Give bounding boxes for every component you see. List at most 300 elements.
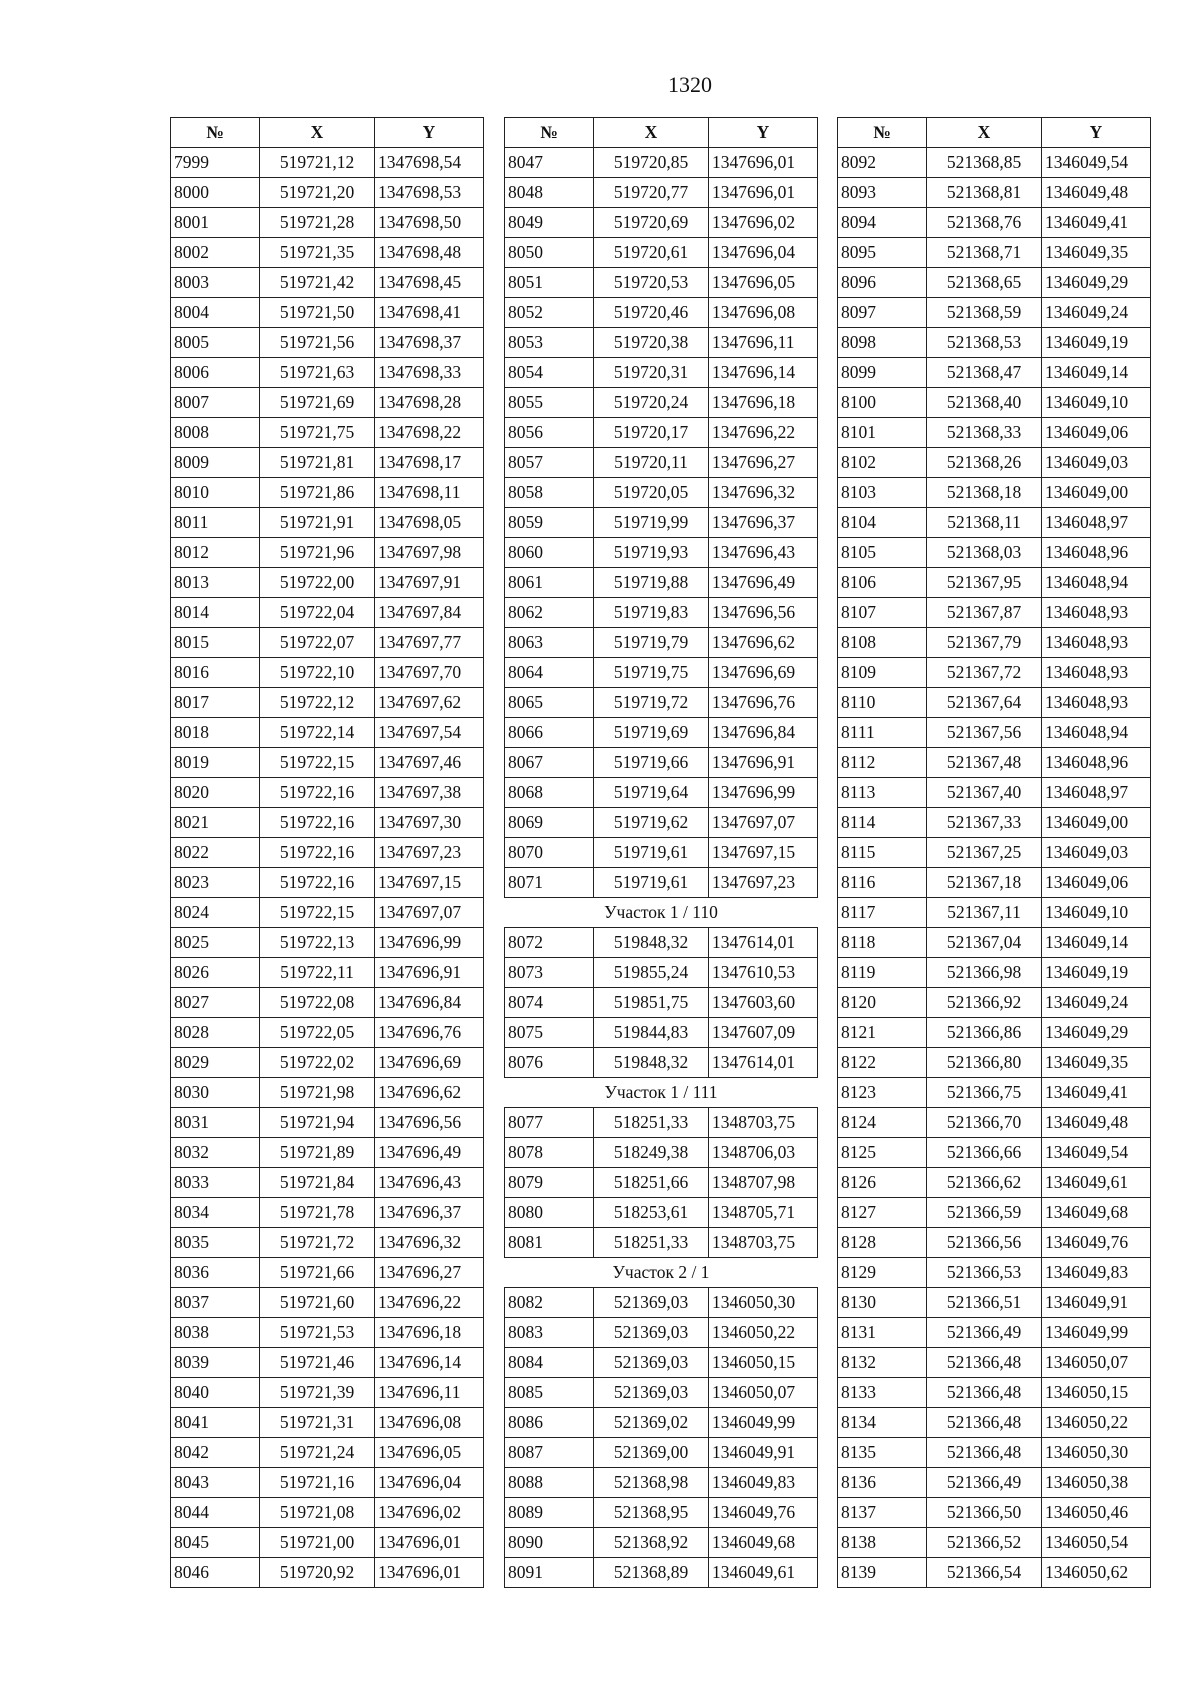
header-row: [838, 118, 1151, 148]
y-coordinate: 1347697,30: [375, 808, 484, 838]
coordinates-table-3: [837, 117, 1151, 1588]
table-row: [838, 178, 1151, 208]
y-coordinate: 1347696,27: [709, 448, 818, 478]
y-coordinate: 1347696,56: [375, 1108, 484, 1138]
y-coordinate: 1347614,01: [709, 1048, 818, 1078]
table-row: [505, 778, 818, 808]
y-coordinate: 1347696,18: [375, 1318, 484, 1348]
table-row: [505, 1498, 818, 1528]
x-coordinate: 519721,24: [260, 1438, 375, 1468]
y-coordinate: 1346049,14: [1042, 358, 1151, 388]
point-number: 8102: [838, 448, 927, 478]
table-row: [171, 328, 484, 358]
y-coordinate: 1347698,50: [375, 208, 484, 238]
y-coordinate: 1347696,99: [375, 928, 484, 958]
x-coordinate: 518249,38: [594, 1138, 709, 1168]
table-row: [838, 808, 1151, 838]
table-row: [171, 1108, 484, 1138]
y-coordinate: 1347697,62: [375, 688, 484, 718]
x-coordinate: 521368,11: [927, 508, 1042, 538]
point-number: 8024: [171, 898, 260, 928]
x-coordinate: 519719,69: [594, 718, 709, 748]
x-coordinate: 519722,16: [260, 808, 375, 838]
point-number: 8103: [838, 478, 927, 508]
point-number: 8033: [171, 1168, 260, 1198]
y-coordinate: 1347698,22: [375, 418, 484, 448]
x-coordinate: 519721,53: [260, 1318, 375, 1348]
point-number: 8132: [838, 1348, 927, 1378]
table-row: [171, 1408, 484, 1438]
y-coordinate: 1347696,69: [375, 1048, 484, 1078]
table-row: [171, 298, 484, 328]
table-row: [171, 1438, 484, 1468]
point-number: 8009: [171, 448, 260, 478]
table-row: [505, 1318, 818, 1348]
point-number: 8121: [838, 1018, 927, 1048]
x-coordinate: 519722,11: [260, 958, 375, 988]
y-coordinate: 1347696,18: [709, 388, 818, 418]
point-number: 8058: [505, 478, 594, 508]
table-row: [505, 1468, 818, 1498]
table-row: [505, 388, 818, 418]
x-coordinate: 519722,15: [260, 898, 375, 928]
x-coordinate: 519720,77: [594, 178, 709, 208]
point-number: 8017: [171, 688, 260, 718]
table-row: [838, 1558, 1151, 1588]
x-coordinate: 519721,31: [260, 1408, 375, 1438]
table-row: [838, 1048, 1151, 1078]
point-number: 8110: [838, 688, 927, 718]
y-coordinate: 1347696,22: [375, 1288, 484, 1318]
x-coordinate: 521368,95: [594, 1498, 709, 1528]
point-number: 8028: [171, 1018, 260, 1048]
y-coordinate: 1347696,08: [375, 1408, 484, 1438]
x-coordinate: 519720,85: [594, 148, 709, 178]
table-row: [838, 1198, 1151, 1228]
table-row: [505, 1288, 818, 1318]
y-coordinate: 1347696,27: [375, 1258, 484, 1288]
x-coordinate: 521366,66: [927, 1138, 1042, 1168]
table-row: [838, 688, 1151, 718]
y-coordinate: 1347697,07: [375, 898, 484, 928]
point-number: 8130: [838, 1288, 927, 1318]
y-coordinate: 1346048,93: [1042, 658, 1151, 688]
y-coordinate: 1346049,91: [1042, 1288, 1151, 1318]
table-row: [171, 1138, 484, 1168]
y-coordinate: 1347696,76: [375, 1018, 484, 1048]
x-coordinate: 521366,54: [927, 1558, 1042, 1588]
point-number: 8074: [505, 988, 594, 1018]
table-row: [171, 1468, 484, 1498]
point-number: 8122: [838, 1048, 927, 1078]
x-coordinate: 521368,33: [927, 418, 1042, 448]
y-coordinate: 1346049,10: [1042, 898, 1151, 928]
y-coordinate: 1346049,35: [1042, 238, 1151, 268]
x-coordinate: 519721,86: [260, 478, 375, 508]
table-row: [505, 1378, 818, 1408]
x-coordinate: 519720,61: [594, 238, 709, 268]
x-coordinate: 519722,13: [260, 928, 375, 958]
x-coordinate: 521368,53: [927, 328, 1042, 358]
table-row: [838, 1498, 1151, 1528]
x-coordinate: 519720,46: [594, 298, 709, 328]
table-row: [838, 1288, 1151, 1318]
x-coordinate: 519721,46: [260, 1348, 375, 1378]
x-coordinate: 519719,88: [594, 568, 709, 598]
y-coordinate: 1347697,15: [709, 838, 818, 868]
point-number: 8078: [505, 1138, 594, 1168]
point-number: 8007: [171, 388, 260, 418]
table-row: [838, 568, 1151, 598]
table-row: [505, 178, 818, 208]
section-row: [505, 1078, 818, 1108]
table-row: [171, 1228, 484, 1258]
x-coordinate: 519721,91: [260, 508, 375, 538]
y-coordinate: 1347698,53: [375, 178, 484, 208]
point-number: 8037: [171, 1288, 260, 1318]
point-number: 8008: [171, 418, 260, 448]
point-number: 8019: [171, 748, 260, 778]
y-coordinate: 1346049,14: [1042, 928, 1151, 958]
table-row: [505, 1138, 818, 1168]
x-coordinate: 521367,64: [927, 688, 1042, 718]
x-coordinate: 521368,18: [927, 478, 1042, 508]
y-coordinate: 1347697,23: [709, 868, 818, 898]
table-row: [171, 238, 484, 268]
table-row: [171, 718, 484, 748]
y-coordinate: 1347696,01: [375, 1558, 484, 1588]
x-coordinate: 519855,24: [594, 958, 709, 988]
point-number: 8035: [171, 1228, 260, 1258]
table-row: [838, 418, 1151, 448]
y-coordinate: 1347696,04: [709, 238, 818, 268]
table-row: [505, 1438, 818, 1468]
point-number: 8072: [505, 928, 594, 958]
y-coordinate: 1348707,98: [709, 1168, 818, 1198]
table-row: [171, 1348, 484, 1378]
x-coordinate: 521366,56: [927, 1228, 1042, 1258]
x-coordinate: 519719,64: [594, 778, 709, 808]
table-row: [171, 928, 484, 958]
point-number: 8011: [171, 508, 260, 538]
table-row: [171, 148, 484, 178]
x-coordinate: 521369,00: [594, 1438, 709, 1468]
y-coordinate: 1347697,84: [375, 598, 484, 628]
x-coordinate: 521368,81: [927, 178, 1042, 208]
header-y: Y: [709, 118, 818, 148]
table-row: [505, 478, 818, 508]
point-number: 7999: [171, 148, 260, 178]
point-number: 8067: [505, 748, 594, 778]
table-row: [505, 568, 818, 598]
point-number: 8068: [505, 778, 594, 808]
point-number: 8093: [838, 178, 927, 208]
y-coordinate: 1347697,70: [375, 658, 484, 688]
x-coordinate: 519719,75: [594, 658, 709, 688]
y-coordinate: 1346049,06: [1042, 868, 1151, 898]
point-number: 8001: [171, 208, 260, 238]
x-coordinate: 519720,05: [594, 478, 709, 508]
point-number: 8109: [838, 658, 927, 688]
table-row: [505, 928, 818, 958]
y-coordinate: 1346050,54: [1042, 1528, 1151, 1558]
y-coordinate: 1348703,75: [709, 1228, 818, 1258]
y-coordinate: 1347696,32: [375, 1228, 484, 1258]
point-number: 8031: [171, 1108, 260, 1138]
y-coordinate: 1347603,60: [709, 988, 818, 1018]
x-coordinate: 519720,17: [594, 418, 709, 448]
x-coordinate: 521367,33: [927, 808, 1042, 838]
y-coordinate: 1346049,76: [709, 1498, 818, 1528]
point-number: 8006: [171, 358, 260, 388]
x-coordinate: 519720,69: [594, 208, 709, 238]
table-row: [171, 1198, 484, 1228]
table-row: [171, 838, 484, 868]
table-row: [171, 478, 484, 508]
table-row: [171, 388, 484, 418]
point-number: 8029: [171, 1048, 260, 1078]
point-number: 8118: [838, 928, 927, 958]
x-coordinate: 521367,87: [927, 598, 1042, 628]
y-coordinate: 1346049,54: [1042, 1138, 1151, 1168]
header-x: X: [260, 118, 375, 148]
table-row: [171, 1288, 484, 1318]
table-row: [505, 508, 818, 538]
y-coordinate: 1346049,19: [1042, 328, 1151, 358]
point-number: 8088: [505, 1468, 594, 1498]
point-number: 8085: [505, 1378, 594, 1408]
x-coordinate: 519720,11: [594, 448, 709, 478]
table-row: [505, 238, 818, 268]
table-row: [505, 598, 818, 628]
table-row: [505, 628, 818, 658]
point-number: 8042: [171, 1438, 260, 1468]
point-number: 8034: [171, 1198, 260, 1228]
point-number: 8083: [505, 1318, 594, 1348]
x-coordinate: 519721,69: [260, 388, 375, 418]
x-coordinate: 521366,48: [927, 1378, 1042, 1408]
table-row: [171, 598, 484, 628]
x-coordinate: 519722,05: [260, 1018, 375, 1048]
point-number: 8052: [505, 298, 594, 328]
table-row: [171, 898, 484, 928]
y-coordinate: 1347696,76: [709, 688, 818, 718]
coordinates-table-2: [504, 117, 818, 1588]
table-row: [838, 478, 1151, 508]
x-coordinate: 521367,04: [927, 928, 1042, 958]
table-row: [171, 1378, 484, 1408]
point-number: 8104: [838, 508, 927, 538]
table-row: [838, 508, 1151, 538]
y-coordinate: 1346049,76: [1042, 1228, 1151, 1258]
table-row: [838, 1408, 1151, 1438]
point-number: 8116: [838, 868, 927, 898]
point-number: 8134: [838, 1408, 927, 1438]
page-number: 1320: [668, 72, 712, 97]
point-number: 8139: [838, 1558, 927, 1588]
y-coordinate: 1347696,43: [375, 1168, 484, 1198]
table-row: [838, 748, 1151, 778]
y-coordinate: 1347696,69: [709, 658, 818, 688]
x-coordinate: 519721,35: [260, 238, 375, 268]
x-coordinate: 521366,75: [927, 1078, 1042, 1108]
x-coordinate: 519719,66: [594, 748, 709, 778]
x-coordinate: 521366,80: [927, 1048, 1042, 1078]
x-coordinate: 519722,15: [260, 748, 375, 778]
point-number: 8119: [838, 958, 927, 988]
x-coordinate: 519721,56: [260, 328, 375, 358]
table-row: [838, 538, 1151, 568]
table-row: [171, 688, 484, 718]
y-coordinate: 1347697,91: [375, 568, 484, 598]
table-row: [505, 808, 818, 838]
table-row: [838, 628, 1151, 658]
y-coordinate: 1347698,11: [375, 478, 484, 508]
table-row: [838, 1018, 1151, 1048]
table-row: [838, 268, 1151, 298]
x-coordinate: 521366,49: [927, 1468, 1042, 1498]
table-row: [505, 868, 818, 898]
table-row: [505, 298, 818, 328]
x-coordinate: 519721,50: [260, 298, 375, 328]
table-row: [505, 988, 818, 1018]
x-coordinate: 521369,03: [594, 1318, 709, 1348]
x-coordinate: 521368,92: [594, 1528, 709, 1558]
point-number: 8046: [171, 1558, 260, 1588]
point-number: 8004: [171, 298, 260, 328]
x-coordinate: 519722,16: [260, 868, 375, 898]
point-number: 8059: [505, 508, 594, 538]
table-row: [171, 1258, 484, 1288]
table-row: [838, 1108, 1151, 1138]
point-number: 8127: [838, 1198, 927, 1228]
table-row: [171, 418, 484, 448]
table-row: [505, 268, 818, 298]
y-coordinate: 1346049,41: [1042, 1078, 1151, 1108]
table-row: [171, 1048, 484, 1078]
y-coordinate: 1346049,83: [709, 1468, 818, 1498]
point-number: 8048: [505, 178, 594, 208]
y-coordinate: 1347698,33: [375, 358, 484, 388]
table-row: [505, 208, 818, 238]
point-number: 8051: [505, 268, 594, 298]
x-coordinate: 521366,86: [927, 1018, 1042, 1048]
y-coordinate: 1347696,62: [375, 1078, 484, 1108]
point-number: 8133: [838, 1378, 927, 1408]
y-coordinate: 1347696,84: [375, 988, 484, 1018]
table-row: [838, 718, 1151, 748]
table-row: [838, 1318, 1151, 1348]
y-coordinate: 1347697,98: [375, 538, 484, 568]
table-row: [505, 748, 818, 778]
x-coordinate: 519721,60: [260, 1288, 375, 1318]
x-coordinate: 519721,89: [260, 1138, 375, 1168]
x-coordinate: 519721,96: [260, 538, 375, 568]
point-number: 8012: [171, 538, 260, 568]
y-coordinate: 1347607,09: [709, 1018, 818, 1048]
header-number: №: [505, 118, 594, 148]
point-number: 8106: [838, 568, 927, 598]
y-coordinate: 1347696,91: [375, 958, 484, 988]
table-row: [838, 1258, 1151, 1288]
point-number: 8135: [838, 1438, 927, 1468]
y-coordinate: 1346048,96: [1042, 538, 1151, 568]
section-title: Участок 1 / 110: [505, 898, 818, 928]
x-coordinate: 519719,61: [594, 838, 709, 868]
table-row: [505, 658, 818, 688]
y-coordinate: 1346048,94: [1042, 718, 1151, 748]
section-title: Участок 2 / 1: [505, 1258, 818, 1288]
point-number: 8039: [171, 1348, 260, 1378]
point-number: 8014: [171, 598, 260, 628]
y-coordinate: 1347698,41: [375, 298, 484, 328]
table-row: [838, 988, 1151, 1018]
point-number: 8015: [171, 628, 260, 658]
table-row: [505, 1198, 818, 1228]
y-coordinate: 1347696,14: [709, 358, 818, 388]
table-row: [171, 1498, 484, 1528]
x-coordinate: 519722,14: [260, 718, 375, 748]
table-row: [838, 958, 1151, 988]
x-coordinate: 521368,59: [927, 298, 1042, 328]
x-coordinate: 521367,95: [927, 568, 1042, 598]
table-row: [838, 208, 1151, 238]
table-row: [838, 598, 1151, 628]
y-coordinate: 1347696,49: [375, 1138, 484, 1168]
y-coordinate: 1346049,10: [1042, 388, 1151, 418]
section-row: [505, 898, 818, 928]
point-number: 8005: [171, 328, 260, 358]
point-number: 8056: [505, 418, 594, 448]
y-coordinate: 1347610,53: [709, 958, 818, 988]
y-coordinate: 1347696,43: [709, 538, 818, 568]
header-x: X: [927, 118, 1042, 148]
table-row: [838, 838, 1151, 868]
table-row: [505, 958, 818, 988]
x-coordinate: 521366,92: [927, 988, 1042, 1018]
x-coordinate: 519720,31: [594, 358, 709, 388]
y-coordinate: 1346049,24: [1042, 988, 1151, 1018]
table-row: [171, 958, 484, 988]
x-coordinate: 519721,94: [260, 1108, 375, 1138]
table-row: [505, 418, 818, 448]
point-number: 8131: [838, 1318, 927, 1348]
y-coordinate: 1346049,68: [1042, 1198, 1151, 1228]
y-coordinate: 1347698,28: [375, 388, 484, 418]
y-coordinate: 1347696,91: [709, 748, 818, 778]
x-coordinate: 521369,03: [594, 1348, 709, 1378]
table-row: [171, 1078, 484, 1108]
point-number: 8061: [505, 568, 594, 598]
y-coordinate: 1346050,46: [1042, 1498, 1151, 1528]
section-row: [505, 1258, 818, 1288]
point-number: 8112: [838, 748, 927, 778]
table-row: [171, 448, 484, 478]
y-coordinate: 1346049,91: [709, 1438, 818, 1468]
point-number: 8062: [505, 598, 594, 628]
point-number: 8113: [838, 778, 927, 808]
x-coordinate: 519722,02: [260, 1048, 375, 1078]
x-coordinate: 521366,51: [927, 1288, 1042, 1318]
table-row: [505, 1018, 818, 1048]
x-coordinate: 521368,40: [927, 388, 1042, 418]
header-row: [171, 118, 484, 148]
y-coordinate: 1347697,23: [375, 838, 484, 868]
y-coordinate: 1346048,93: [1042, 628, 1151, 658]
point-number: 8080: [505, 1198, 594, 1228]
point-number: 8063: [505, 628, 594, 658]
table-row: [171, 1168, 484, 1198]
